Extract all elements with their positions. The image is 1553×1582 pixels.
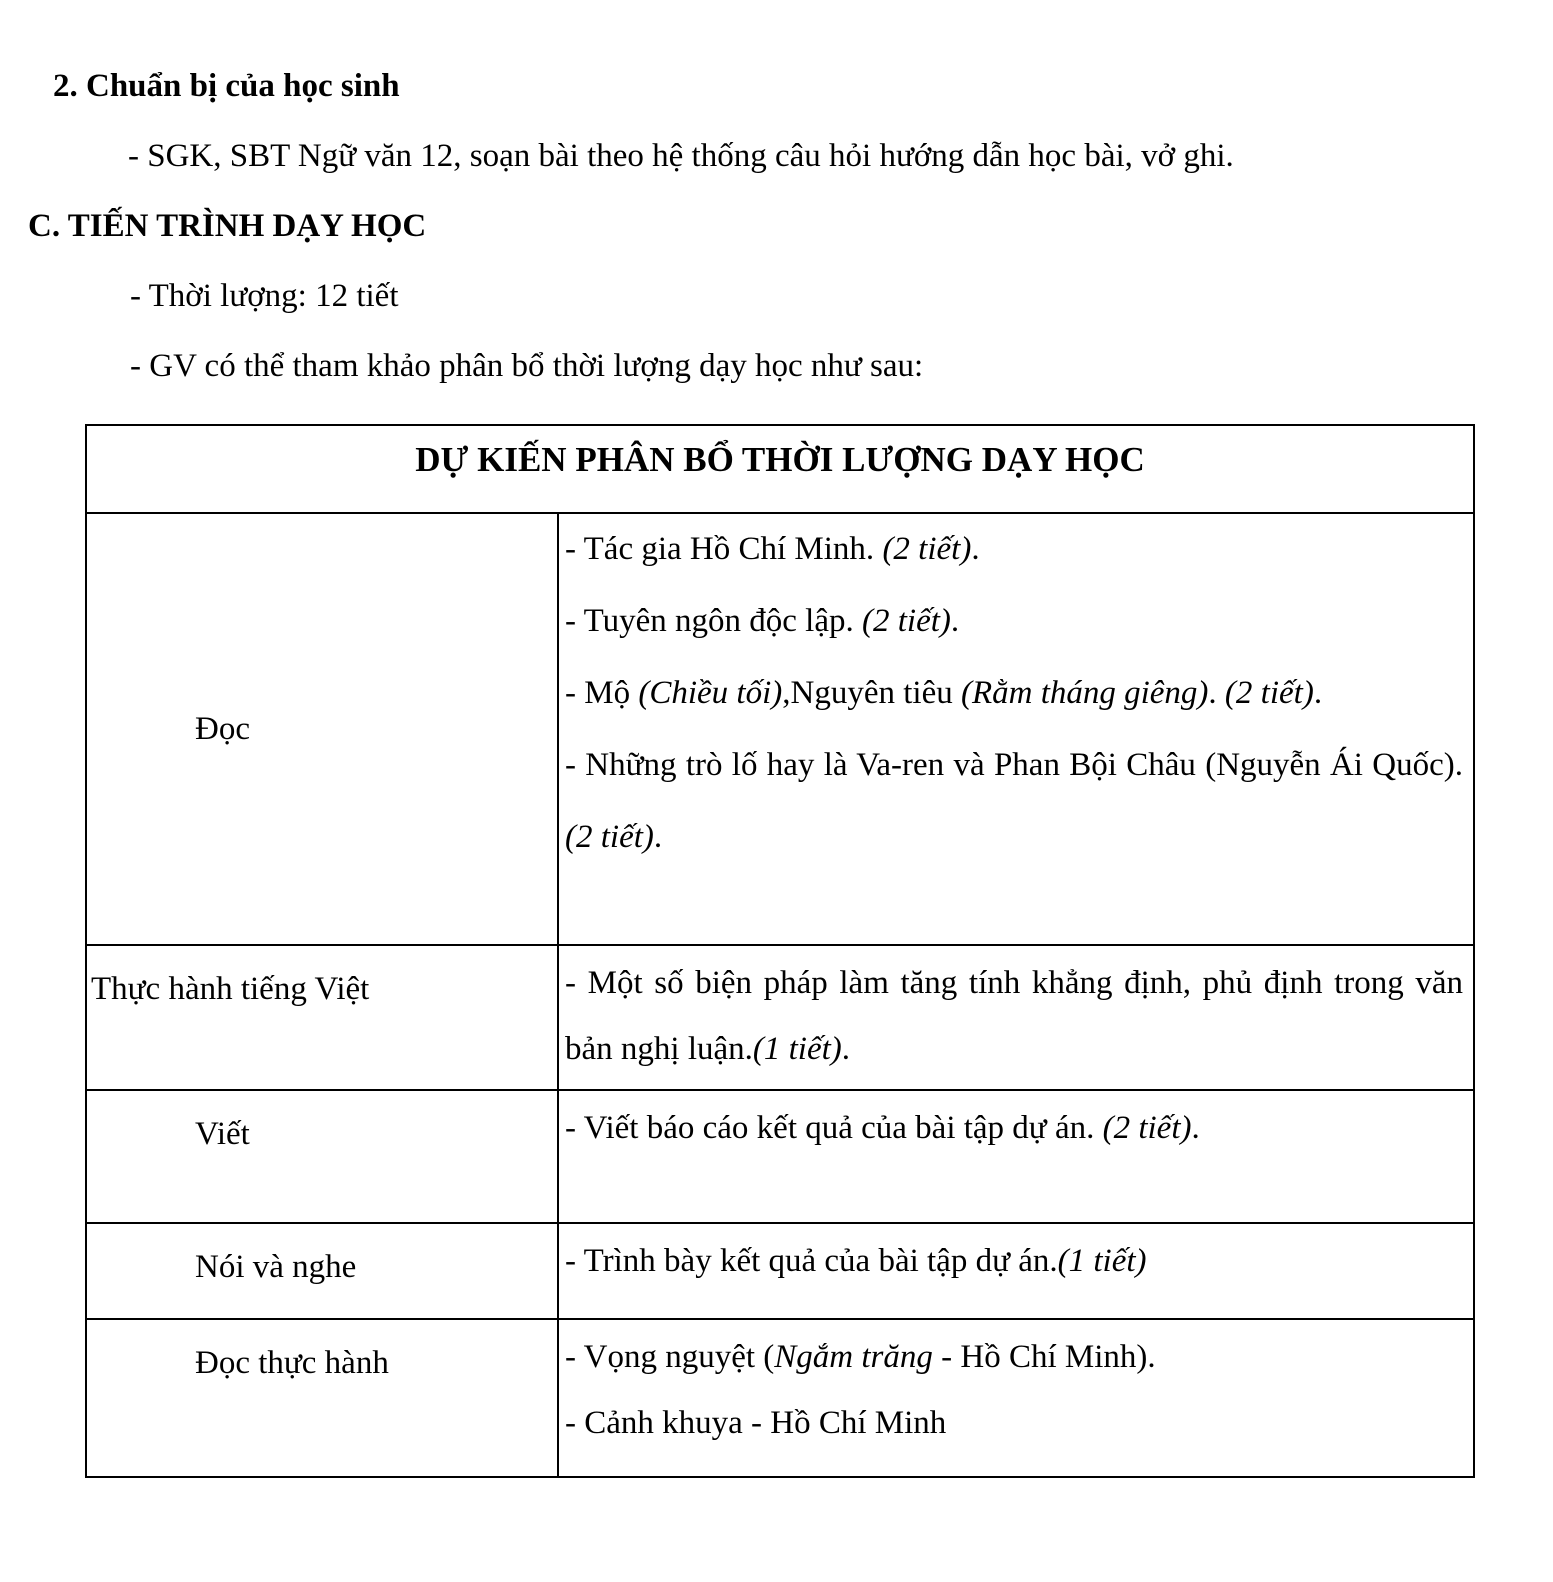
- row-label-reading-practice: Đọc thực hành: [86, 1319, 558, 1477]
- table-row-speaking-listening: [86, 1223, 1474, 1319]
- cell-line: - Những trò lố hay là Va-ren và Phan Bội Châu (Nguyễn Ái Quốc).(2 tiết).: [565, 746, 1463, 855]
- cell-line: - Trình bày kết quả của bài tập dự án.(1 tiết): [565, 1242, 1147, 1279]
- row-label-writing: Viết: [86, 1090, 558, 1223]
- row-content-speaking-listening: [558, 1223, 1474, 1319]
- section-heading-student-preparation: 2. Chuẩn bị của học sinh: [53, 68, 400, 104]
- cell-line: - Vọng nguyệt (Ngắm trăng - Hồ Chí Minh).: [565, 1338, 1156, 1375]
- row-content-writing: [558, 1090, 1474, 1223]
- section-heading-teaching-process: C. TIẾN TRÌNH DẠY HỌC: [28, 207, 427, 244]
- row-label-speaking-listening: Nói và nghe: [86, 1223, 558, 1319]
- cell-line: - Một số biện pháp làm tăng tính khẳng định, phủ định trong văn bản nghị luận.(1 tiết).: [565, 964, 1463, 1067]
- row-label-doc: Đọc: [86, 513, 558, 945]
- bullet-reference-note: - GV có thể tham khảo phân bổ thời lượng dạy học như sau:: [130, 347, 924, 384]
- table-title-row: [86, 425, 1474, 513]
- row-content-doc: [558, 513, 1474, 945]
- table-row-vietnamese-practice: [86, 945, 1474, 1090]
- table-row-doc: [86, 513, 1474, 945]
- cell-line: - Viết báo cáo kết quả của bài tập dự án. (2 tiết).: [565, 1109, 1200, 1146]
- table-row-writing: [86, 1090, 1474, 1223]
- table-title: DỰ KIẾN PHÂN BỔ THỜI LƯỢNG DẠY HỌC: [86, 425, 1474, 513]
- row-content-reading-practice: [558, 1319, 1474, 1477]
- bullet-duration: - Thời lượng: 12 tiết: [130, 277, 399, 314]
- cell-line: - Tác gia Hồ Chí Minh. (2 tiết).: [565, 530, 980, 567]
- schedule-table: [85, 424, 1475, 1478]
- cell-line: - Mộ (Chiều tối),Nguyên tiêu (Rằm tháng giêng). (2 tiết).: [565, 674, 1323, 711]
- row-content-vietnamese-practice: [558, 945, 1474, 1090]
- paragraph-preparation-materials: - SGK, SBT Ngữ văn 12, soạn bài theo hệ thống câu hỏi hướng dẫn học bài, vở ghi.: [128, 137, 1234, 174]
- cell-line: - Cảnh khuya - Hồ Chí Minh: [565, 1404, 947, 1441]
- row-label-vietnamese-practice: Thực hành tiếng Việt: [86, 945, 558, 1090]
- table-row-reading-practice: [86, 1319, 1474, 1477]
- cell-line: - Tuyên ngôn độc lập. (2 tiết).: [565, 602, 960, 639]
